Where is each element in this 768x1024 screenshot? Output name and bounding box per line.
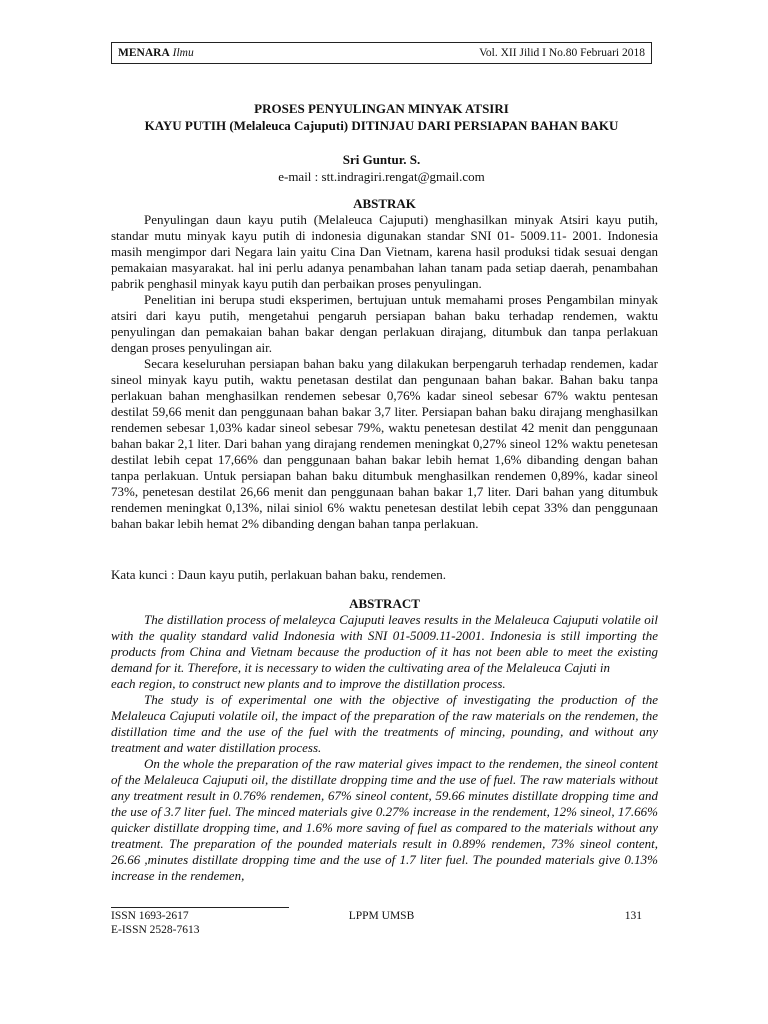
author-name: Sri Guntur. S. — [342, 152, 421, 167]
abstract-paragraph: On the whole the preparation of the raw material gives impact to the rendemen, the sineol content of the Melaleuca Cajuputi oil, the distillate dropping time and the use of fuel. The raw materials without any treatment result in 0.76% rendemen, 67% sineol content, 59.66 minutes distillate dropping time and the use of 3.7 liter fuel. The minced materials give 0.27% increase in the rendement, 12% sineol, 17.66% quicker distillate dropping time, and 1.6% more saving of fuel as compared to the materials without any treatment. The preparation of the pounded materials result in 0.89% rendemen, 73% sineol content, 26.66 ,minutes distillate dropping time and the use of 1.7 liter fuel. The pounded materials give 0.13% increase in the rendemen, — [111, 756, 658, 883]
page-footer — [111, 909, 652, 937]
abstract-paragraph: each region, to construct new plants and to improve the distillation process. — [111, 676, 506, 691]
author-email: e-mail : stt.indragiri.rengat@gmail.com — [278, 169, 485, 184]
abstract-heading: ABSTRACT — [349, 596, 420, 611]
journal-header — [111, 42, 652, 64]
journal-name-bold: MENARA — [118, 47, 170, 59]
journal-name — [118, 47, 194, 59]
title-line-1: PROSES PENYULINGAN MINYAK ATSIRI — [254, 101, 509, 116]
title-line-2: KAYU PUTIH (Melaleuca Cajuputi) DITINJAU DARI PERSIAPAN BAHAN BAKU — [144, 118, 619, 133]
journal-name-italic: Ilmu — [172, 47, 194, 59]
abstrak-section — [111, 195, 658, 532]
keywords: Kata kunci : Daun kayu putih, perlakuan bahan baku, rendemen. — [111, 567, 446, 582]
eissn: E-ISSN 2528-7613 — [111, 924, 200, 936]
abstract-paragraph: The study is of experimental one with the objective of investigating the production of the Melaleuca Cajuputi volatile oil, the impact of the preparation of the raw materials on the rendemen, the distillation time and the use of the fuel with the treatments of mincing, pounding, and without any treatment and water distillation process. — [111, 692, 658, 755]
abstrak-paragraph: Penyulingan daun kayu putih (Melaleuca Cajuputi) menghasilkan minyak Atsiri kayu putih, standar mutu minyak kayu putih di indonesia digunakan standar SNI 01- 5009.11- 2001. Indonesia masih mengimpor dari Negara lain yaitu Cina Dan Vietnam, karena hasil produksi tidak sesuai dengan pemakaian masyarakat. hal ini perlu adanya penambahan lahan tanam pada setiap daerah, penambahan pabrik penghasil minyak kayu putih dan perbaikan proses penyulingan. — [111, 212, 658, 291]
issn: ISSN 1693-2617 — [111, 910, 189, 922]
title-block — [111, 100, 652, 185]
footer-rule — [111, 907, 289, 908]
abstrak-paragraph: Penelitian ini berupa studi eksperimen, bertujuan untuk memahami proses Pengambilan minyak atsiri dari kayu putih, mengetahui pengaruh persiapan bahan baku terhadap rendemen, waktu penyulingan dan pemakaian bahan bakar dengan perlakuan dirajang, ditumbuk dan tanpa perlakuan dengan proses penyulingan air. — [111, 292, 658, 355]
page-number: 131 — [624, 910, 642, 922]
abstrak-heading: ABSTRAK — [353, 196, 416, 211]
abstract-paragraph: The distillation process of melaleyca Cajuputi leaves results in the Melaleuca Cajuputi volatile oil with the quality standard valid Indonesia with SNI 01-5009.11-2001. Indonesia is still importing the products from China and Vietnam because the production of it has not been able to meet the existing demand for it. Therefore, it is necessary to widen the cultivating area of the Melaleuca Cajuti in — [111, 612, 658, 675]
publisher: LPPM UMSB — [348, 910, 415, 922]
abstrak-paragraph: Secara keseluruhan persiapan bahan baku yang dilakukan berpengaruh terhadap rendemen, kadar sineol minyak kayu putih, waktu penetasan destilat dan pengunaan bahan bakar. Bahan baku tanpa perlakuan bahan menghasilkan rendemen sebesar 0,76% kadar sineol sebesar 67% waktu pentesan destilat 59,66 menit dan penggunaan bahan bakar 3,7 liter. Persiapan bahan baku dirajang menghasilkan rendemen sebesar 1,03% kadar sineol sebesar 79%, waktu penetesan destilat 42 menit dan penggunaan bahan bakar 2,1 liter. Dari bahan yang dirajang rendemen meningkat 0,27% sineol 12% waktu penetesan destilat lebih cepat 17,66% dan penggunaan bahan bakar lebih hemat 1,6% dibanding dengan bahan tanpa perlakuan. Untuk persiapan bahan baku ditumbuk menghasilkan rendemen 0,89%, kadar sineol 73%, penetesan destilat 26,66 menit dan penggunaan bahan bakar 1,7 liter. Dari bahan yang ditumbuk rendemen meningkat 0,13%, nilai siniol 6% waktu penetesan destilat lebih cepat 33% dan penggunaan bahan bakar lebih hemat 2% dibanding dengan bahan tanpa perlakuan. — [111, 356, 658, 531]
issue-info: Vol. XII Jilid I No.80 Februari 2018 — [479, 47, 645, 59]
abstract-section — [111, 595, 658, 884]
